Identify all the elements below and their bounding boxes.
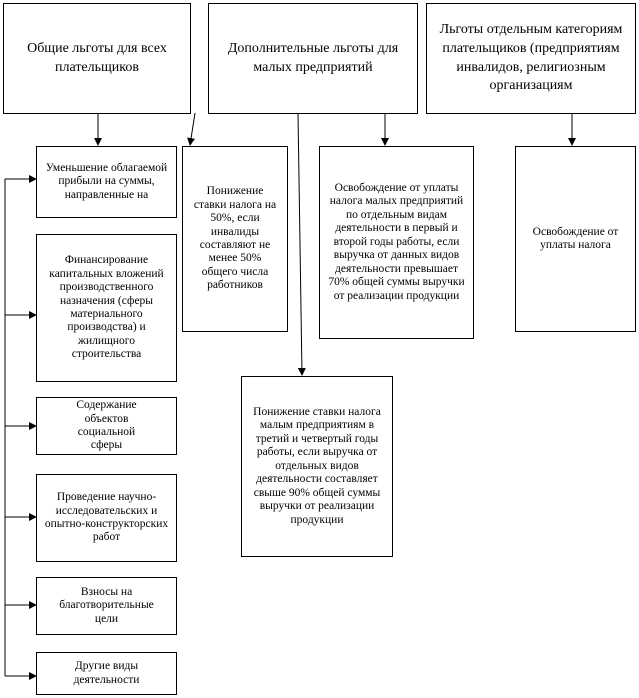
capital-investment-label: Финансирование капитальных вложений производственного назначения (сферы материального производства) и жилищного строительства [49,254,164,361]
special-exemption-box [515,146,636,332]
capital-investment-box [36,234,177,382]
research-box [36,474,177,562]
special-exemption-label: Освобождение от уплаты налога [532,225,619,251]
small-business-exemption-label: Освобождение от уплаты налога малых предприятий по отдельным видам деятельности в первый и второй годы работы, если выручка от данных видов деятельности превышает 70% общей суммы выручки от реализации продукции [328,181,465,302]
other-activities-label: Другие виды деятельности [73,660,140,686]
disabled-rate-box [182,146,288,332]
special-benefits-label: Льготы отдельным категориям плательщиков (предприятиям инвалидов, религиозным организациям [439,21,623,94]
arrow-additional-to-rate-reduction [298,113,302,375]
charity-box [36,577,177,635]
arrow-additional-to-disabled [190,113,195,145]
research-label: Проведение научно-исследовательских и опытно-конструкторских работ [44,491,169,544]
small-business-rate-box [241,376,393,557]
small-business-rate-label: Понижение ставки налога малым предприятиям в третий и четвертый годы работы, если выручка от отдельных видов деятельности составляет свыше 90% общей суммы выручки от реализации продукции [253,405,381,526]
special-benefits-box [426,3,636,114]
other-activities-box [36,652,177,695]
small-business-exemption-box [319,146,474,339]
additional-benefits-label: Дополнительные льготы для малых предприятий [227,40,399,75]
additional-benefits-box [208,3,418,114]
profit-reduction-label: Уменьшение облагаемой прибыли на суммы, направленные на [45,161,168,201]
general-benefits-label: Общие льготы для всех плательщиков [27,40,167,75]
social-facilities-box [36,397,177,455]
charity-label: Взносы на благотворительные цели [59,585,154,625]
general-benefits-box [3,3,191,114]
profit-reduction-box [36,146,177,218]
social-facilities-label: Содержание объектов социальной сферы [76,399,137,452]
disabled-rate-label: Понижение ставки налога на 50%, если инвалиды составляют не менее 50% общего числа работников [193,185,277,292]
